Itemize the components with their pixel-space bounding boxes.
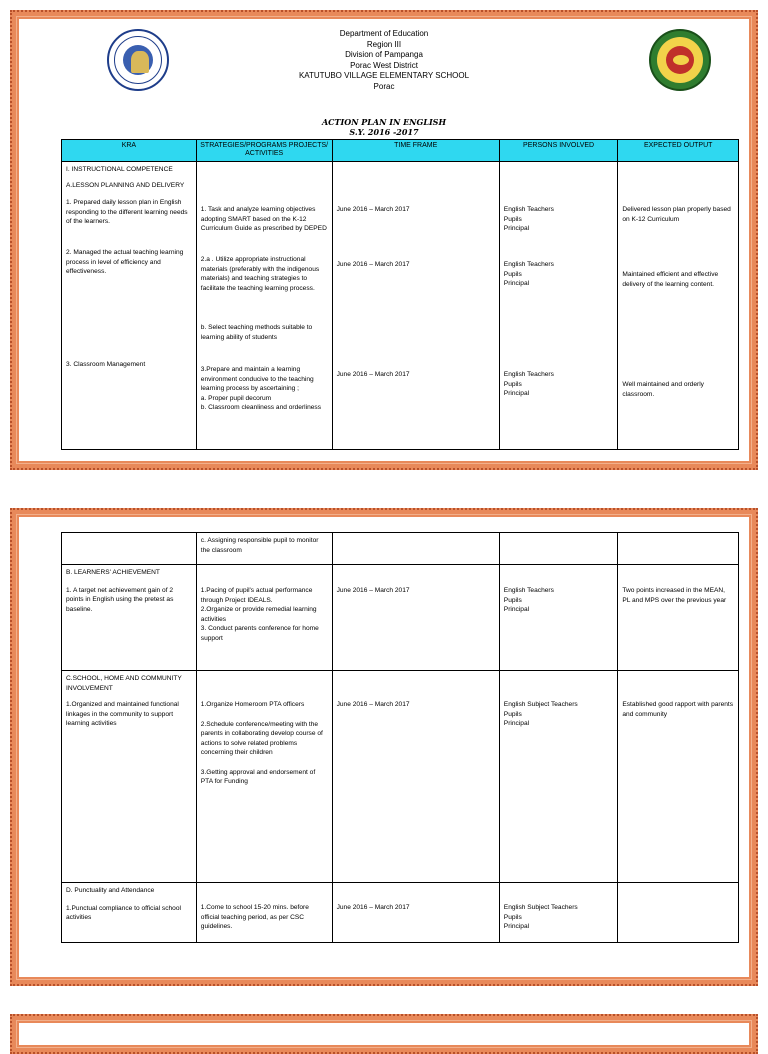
kra-cell [62,883,197,943]
persons-cell [499,565,618,671]
time-frame-item: June 2016 – March 2017 [336,587,410,594]
strategy-item: 1.Pacing of pupil's actual performance through Project IDEALS. [200,587,313,604]
kra-item: 1.Organized and maintained functional linkages in the community to support learning activities [66,701,179,727]
header-strategies: STRATEGIES/PROGRAMS PROJECTS/ ACTIVITIES [196,140,332,162]
output-cell [618,883,739,943]
strategy-item: 3.Getting approval and endorsement of PTA for Funding [200,768,316,785]
strategy-item: a. Proper pupil decorum [200,394,272,402]
person-item: Principal [503,606,530,613]
strategy-cell [196,671,332,883]
person-item: Pupils [503,215,522,223]
plan-title [19,117,749,137]
output-cell [618,671,739,883]
section-heading: C.SCHOOL, HOME AND COMMUNITY INVOLVEMENT [66,675,182,692]
plan-title-line1: ACTION PLAN IN ENGLISH [321,117,447,127]
letterhead-line: Region III [366,39,402,49]
header-output: EXPECTED OUTPUT [618,140,739,162]
person-item: Principal [503,390,530,397]
kra-item: 3. Classroom Management [66,361,146,368]
persons-cell [499,162,618,450]
kra-item: 2. Managed the actual teaching learning process in level of efficiency and effectiveness. [66,249,184,275]
time-frame-item: June 2016 – March 2017 [336,371,410,378]
table-row [62,565,739,671]
kra-item: 1.Punctual compliance to official school activities [66,904,181,921]
person-item: English Teachers [503,261,554,268]
output-item: Well maintained and orderly classroom. [622,381,704,398]
time-frame-cell [332,565,499,671]
document-page-3 [10,1014,758,1054]
output-cell [618,162,739,450]
letterhead-line: Porac [373,81,395,91]
person-item: Principal [503,280,530,287]
time-frame-item: June 2016 – March 2017 [336,701,410,708]
output-cell [618,565,739,671]
strategy-item: b. Classroom cleanliness and orderliness [200,404,321,411]
letterhead [19,29,749,92]
document-page-2 [10,508,758,986]
strategy-item: 2.Schedule conference/meeting with the parents in collaborating develop course of actions to solve related problems concerning their children [200,720,323,756]
table-row [62,883,739,943]
person-item: English Teachers [503,371,554,378]
header-kra: KRA [62,140,197,162]
person-item: Pupils [503,913,522,921]
table-row [62,533,739,565]
persons-cell [499,883,618,943]
output-item: Maintained efficient and effective delivery of the learning content. [622,271,719,288]
output-item: Delivered lesson plan properly based on K-12 Curriculum [622,206,731,223]
section-heading: D. Punctuality and Attendance [66,887,155,894]
output-item: Established good rapport with parents and community [622,701,734,718]
person-item: English Teachers [503,206,554,213]
strategy-cell [196,162,332,450]
letterhead-line: KATUTUBO VILLAGE ELEMENTARY SCHOOL [298,71,470,80]
time-frame-cell [332,533,499,565]
person-item: Pupils [503,380,522,388]
kra-cell [62,533,197,565]
kra-cell [62,565,197,671]
output-cell [618,533,739,565]
person-item: English Teachers [503,587,554,594]
person-item: Pupils [503,596,522,604]
strategy-item: 3. Conduct parents conference for home support [200,625,319,642]
letterhead-line: Division of Pampanga [345,50,423,59]
action-plan-table [61,139,739,450]
strategy-item: 1.Organize Homeroom PTA officers [200,701,305,708]
person-item: Pupils [503,710,522,718]
kra-item: 1. A target net achievement gain of 2 points in English using the pretest as baseline. [66,586,174,613]
strategy-cell [196,565,332,671]
person-item: Principal [503,225,530,232]
letterhead-line: Porac West District [350,60,418,70]
strategy-cell [196,883,332,943]
time-frame-item: June 2016 – March 2017 [336,261,410,268]
plan-title-line2: S.Y. 2016 -2017 [349,127,419,137]
strategy-item: b. Select teaching methods suitable to learning ability of students [200,324,313,341]
time-frame-cell [332,162,499,450]
header-time-frame: TIME FRAME [332,140,499,162]
section-heading: I. INSTRUCTIONAL COMPETENCE [66,166,173,173]
person-item: English Subject Teachers [503,904,578,911]
time-frame-item: June 2016 – March 2017 [336,206,410,213]
person-item: Principal [503,923,530,930]
strategy-cell: c. Assigning responsible pupil to monitor the classroom [196,533,332,565]
strategy-item: 3.Prepare and maintain a learning environment conducive to the teaching learning process by ascertaining ; [200,366,314,392]
strategy-item: 2.a . Utilize appropriate instructional materials (preferably with the indigenous materials) and teaching strategies to facilitate the teaching learning process. [200,256,320,292]
table-row [62,162,739,450]
person-item: Pupils [503,270,522,278]
letterhead-line: Department of Education [339,29,429,38]
output-item: Two points increased in the MEAN, PL and MPS over the previous year [622,587,727,604]
time-frame-cell [332,671,499,883]
kra-item: 1. Prepared daily lesson plan in English responding to the different learning needs of the learners. [66,199,188,225]
time-frame-cell [332,883,499,943]
persons-cell [499,533,618,565]
strategy-item: 1. Task and analyze learning objectives adopting SMART based on the K-12 Curriculum Guide as prescribed by DEPED [200,206,327,232]
document-page-1 [10,10,758,470]
strategy-item: 2.Organize or provide remedial learning activities [200,606,317,623]
kra-cell [62,671,197,883]
table-row [62,671,739,883]
header-persons: PERSONS INVOLVED [499,140,618,162]
strategy-item: 1.Come to school 15-20 mins. before official teaching period, as per CSC guidelines. [200,904,309,930]
person-item: Principal [503,720,530,727]
persons-cell [499,671,618,883]
section-subheading: A.LESSON PLANNING AND DELIVERY [66,181,185,189]
kra-cell [62,162,197,450]
action-plan-table-continued [61,532,739,943]
time-frame-item: June 2016 – March 2017 [336,904,410,911]
section-heading: B. LEARNERS' ACHIEVEMENT [66,569,160,576]
person-item: English Subject Teachers [503,701,578,708]
